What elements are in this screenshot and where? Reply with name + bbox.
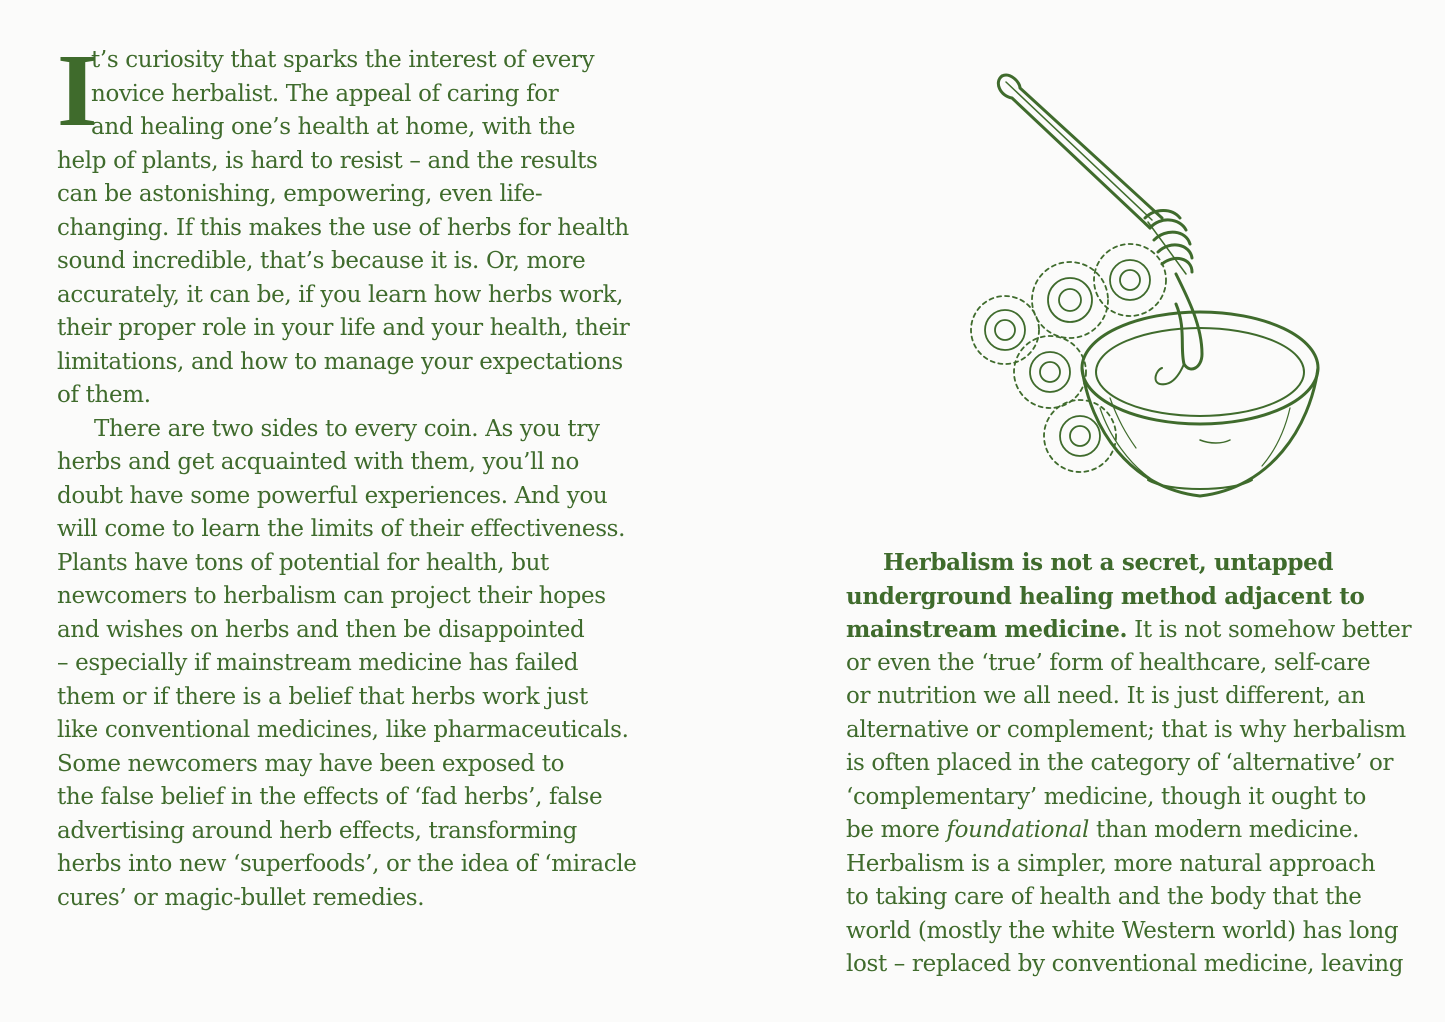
text-line xyxy=(846,613,1426,647)
text-line: ‘complementary’ medicine, though it ought to xyxy=(846,783,1367,810)
text-line: changing. If this makes the use of herbs for health xyxy=(57,214,629,241)
text-line: them or if there is a belief that herbs work just xyxy=(57,683,588,710)
text-line: and wishes on herbs and then be disappointed xyxy=(57,616,585,643)
honey-dipper-bowl-flowers-illustration xyxy=(940,68,1340,508)
text-line: lost – replaced by conventional medicine, leaving xyxy=(846,951,1404,977)
text-line xyxy=(846,814,1426,848)
left-page xyxy=(57,33,647,915)
paragraph-2 xyxy=(57,413,647,916)
text-line: – especially if mainstream medicine has failed xyxy=(57,650,579,676)
bold-lead-line: underground healing method adjacent to xyxy=(846,582,1365,610)
text-line: novice herbalist. The appeal of caring for xyxy=(91,80,559,107)
text-line: newcomers to herbalism can project their hopes xyxy=(57,583,606,609)
right-page-paragraph xyxy=(846,546,1426,982)
text-line: their proper role in your life and your health, their xyxy=(57,315,630,341)
italic-word: foundational xyxy=(946,817,1089,843)
text-line: or even the ‘true’ form of healthcare, self-care xyxy=(846,649,1371,676)
text-line: Herbalism is a simpler, more natural approach xyxy=(846,850,1376,877)
text-line: alternative or complement; that is why herbalism xyxy=(846,716,1406,743)
text-line: is often placed in the category of ‘alternative’ or xyxy=(846,750,1394,776)
text-line: Plants have tons of potential for health, but xyxy=(57,549,549,576)
text-line: sound incredible, that’s because it is. Or, more xyxy=(57,248,586,274)
text-fragment: It is not somehow better xyxy=(1127,617,1412,643)
text-line: help of plants, is hard to resist – and the results xyxy=(57,147,598,174)
text-line: There are two sides to every coin. As you try xyxy=(94,415,600,442)
text-line: will come to learn the limits of their effectiveness. xyxy=(57,516,626,542)
text-line: limitations, and how to manage your expectations xyxy=(57,348,623,375)
text-fragment: than modern medicine. xyxy=(1088,817,1360,843)
text-line: doubt have some powerful experiences. And you xyxy=(57,482,608,509)
text-line: and healing one’s health at home, with the xyxy=(91,114,576,140)
text-line: the false belief in the effects of ‘fad herbs’, false xyxy=(57,784,603,810)
text-line: Some newcomers may have been exposed to xyxy=(57,750,565,777)
bold-lead-fragment: mainstream medicine. xyxy=(846,616,1128,643)
bold-lead-line: Herbalism is not a secret, untapped xyxy=(883,549,1334,576)
text-line: of them. xyxy=(57,382,151,408)
paragraph-1 xyxy=(57,33,647,413)
text-line: or nutrition we all need. It is just different, an xyxy=(846,683,1366,709)
text-line: herbs into new ‘superfoods’, or the idea of ‘miracle xyxy=(57,851,637,877)
text-line: accurately, it can be, if you learn how herbs work, xyxy=(57,281,624,308)
text-line: can be astonishing, empowering, even life- xyxy=(57,181,543,207)
text-line: to taking care of health and the body that the xyxy=(846,884,1362,910)
text-line: like conventional medicines, like pharmaceuticals. xyxy=(57,717,629,743)
text-line: t’s curiosity that sparks the interest of every xyxy=(91,47,595,73)
text-fragment: be more xyxy=(846,817,947,843)
text-line: herbs and get acquainted with them, you’ll no xyxy=(57,449,580,475)
text-line: advertising around herb effects, transforming xyxy=(57,817,577,844)
drop-cap: I xyxy=(57,33,98,148)
text-line: world (mostly the white Western world) has long xyxy=(846,917,1399,944)
text-line: cures’ or magic-bullet remedies. xyxy=(57,884,425,911)
